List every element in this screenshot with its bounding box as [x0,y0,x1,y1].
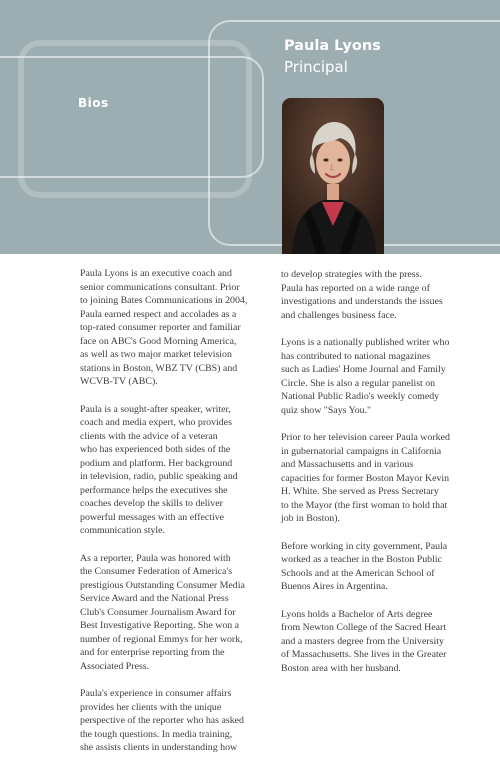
bio-paragraph: Paula Lyons is an executive coach and senior communications consultant. Prior to joining Bates Communications in 2004, Paula earned respect and accolades as a top-rated consumer reporter and familiar face on ABC's Good Morning America, as well as two major market television stations in Boston, WBZ TV (CBS) and WCVB-TV (ABC). [80,268,248,387]
bio-column-left [80,267,270,769]
person-role: Principal [284,58,348,76]
bio-paragraph: to develop strategies with the press. Paula has reported on a wide range of investigations and understands the issues and challenges business face. [281,269,443,321]
bio-paragraph: Lyons holds a Bachelor of Arts degree from Newton College of the Sacred Heart and a masters degree from the University of Massachusetts. She lives in the Greater Boston area with her husband. [281,608,447,674]
bio-paragraph: Lyons is a nationally published writer who has contributed to national magazines such as Ladies' Home Journal and Family Circle. She is also a regular panelist on National Public Radio's weekly comedy quiz show "Says You." [281,337,450,416]
portrait-illustration [282,98,384,254]
section-label: Bios [78,96,109,110]
person-name: Paula Lyons [284,38,381,54]
bio-paragraph: As a reporter, Paula was honored with the Consumer Federation of America's prestigious Outstanding Consumer Media Service Award and the National Press Club's Consumer Journalism Award for Best Investigative Reporting. She won a number of regional Emmys for her work, and for enterprise reporting from the Associated Press. [80,552,245,672]
bio-column-right [281,268,471,689]
portrait-photo [282,98,384,254]
header-banner [0,0,500,254]
bio-paragraph: Paula is a sought-after speaker, writer, coach and media expert, who provides clients with the advice of a veteran who has experienced both sides of the podium and platform. Her background in television, radio, public speaking and performance helps the executives she coaches develop the skills to deliver powerful messages with an effective communication style. [80,403,238,536]
bio-paragraph: Paula's experience in consumer affairs provides her clients with the unique perspective of the reporter who has asked the tough questions. In media training, she assists clients in understanding how [80,688,244,753]
bio-paragraph: Before working in city government, Paula worked as a teacher in the Boston Public Schools and at the American School of Buenos Aires in Argentina. [281,540,448,592]
bio-paragraph: Prior to her television career Paula worked in gubernatorial campaigns in California and Massachusetts and in various capacities for former Boston Mayor Kevin H. White. She served as Press Secretary to the Mayor (the first woman to hold that job in Boston). [281,432,450,524]
